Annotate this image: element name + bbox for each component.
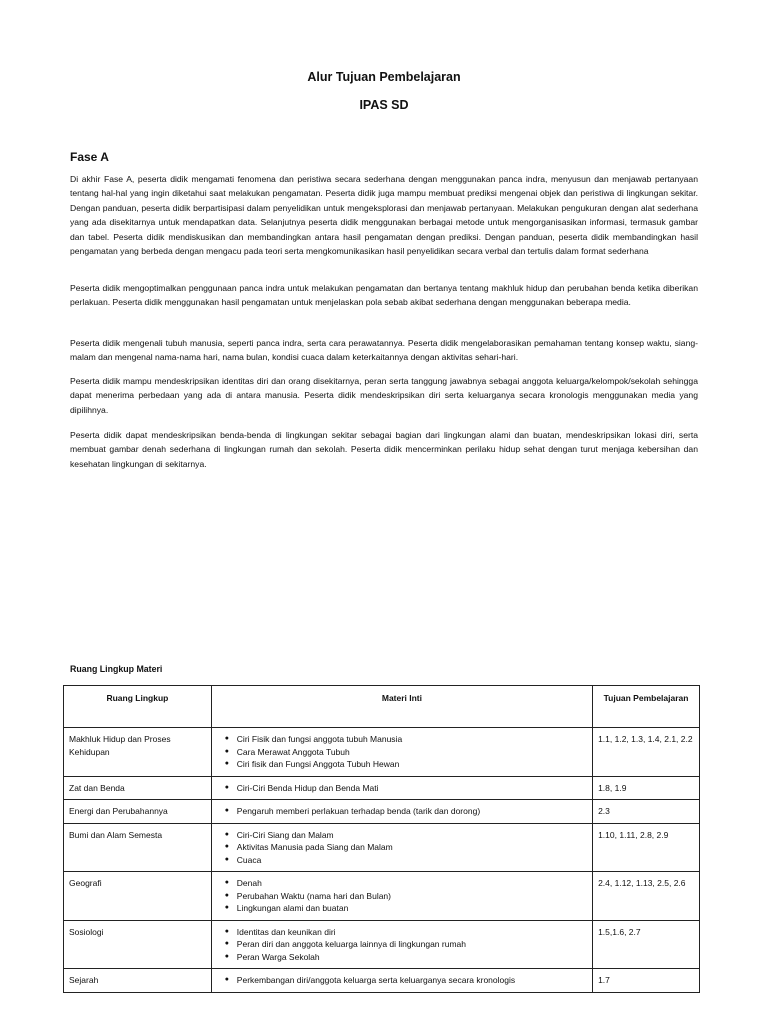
scope-cell: Geografi	[64, 872, 212, 921]
table-header-row	[64, 686, 700, 728]
material-item: ● Denah	[225, 877, 587, 890]
material-item: ● Perubahan Waktu (nama hari dan Bulan)	[225, 890, 587, 903]
column-header-scope: Ruang Lingkup	[64, 686, 212, 728]
table-row	[64, 823, 700, 872]
goals-cell: 1.7	[593, 969, 700, 993]
material-item: ● Pengaruh memberi perlakuan terhadap benda (tarik dan dorong)	[225, 805, 587, 818]
material-list	[217, 733, 587, 771]
material-list	[217, 829, 587, 867]
material-cell	[211, 969, 592, 993]
goals-cell: 1.10, 1.11, 2.8, 2.9	[593, 823, 700, 872]
document-title: Alur Tujuan Pembelajaran	[307, 70, 461, 84]
material-item: ● Peran Warga Sekolah	[225, 951, 587, 964]
goals-cell: 1.5,1.6, 2.7	[593, 920, 700, 969]
material-cell	[211, 872, 592, 921]
material-cell	[211, 823, 592, 872]
material-item: ● Ciri-Ciri Siang dan Malam	[225, 829, 587, 842]
material-list	[217, 877, 587, 915]
phase-heading: Fase A	[70, 150, 109, 164]
table-row	[64, 728, 700, 777]
scope-cell: Makhluk Hidup dan Proses Kehidupan	[64, 728, 212, 777]
scope-cell: Sosiologi	[64, 920, 212, 969]
table-row	[64, 872, 700, 921]
phase-paragraph-2: Peserta didik mengoptimalkan penggunaan panca indra untuk melakukan pengamatan dan bertanya tentang makhluk hidup dan perubahan benda ketika diberikan perlakuan. Peserta didik menggunakan hasil pengamatan untuk menjelaskan pola sebab akibat sederhana dengan menggunakan beberapa media.	[70, 283, 698, 308]
material-cell	[211, 920, 592, 969]
phase-paragraph-1: Di akhir Fase A, peserta didik mengamati fenomena dan peristiwa secara sederhana dengan menggunakan panca indra, menyusun dan menjawab pertanyaan tentang hal-hal yang ingin diketahui saat melakukan pengamatan. Peserta didik juga mampu membuat prediksi mengenai objek dan peristiwa di lingkungan sekitar. Dengan panduan, peserta didik berpartisipasi dalam penyelidikan untuk mengeksplorasi dan menjawab pertanyaan. Melakukan pengukuran dengan alat sederhana yang ada disekitarnya untuk mendapatkan data. Selanjutnya peserta didik menggunakan berbagai metode untuk mengorganisasikan informasi, termasuk gambar dan tabel. Peserta didik mendiskusikan dan membandingkan antara hasil pengamatan dengan prediksi. Dengan panduan, peserta didik membandingkan hasil pengamatan yang berbeda dengan mengacu pada teori serta mengkomunikasikan hasil penyelidikan secara verbal dan tertulis dalam format sederhana	[70, 174, 698, 257]
material-item: ● Lingkungan alami dan buatan	[225, 902, 587, 915]
phase-paragraph-5: Peserta didik dapat mendeskripsikan benda-benda di lingkungan sekitar sebagai bagian dari lingkungan alami dan buatan, mendeskripsikan lokasi diri, serta membuat gambar denah sederhana di lingkungan rumah dan sekolah. Peserta didik mencerminkan perilaku hidup sehat dengan turut menjaga kebersihan dan kesehatan lingkungan di sekitarnya.	[70, 430, 698, 469]
material-item: ● Perkembangan diri/anggota keluarga serta keluarganya secara kronologis	[225, 974, 587, 987]
goals-cell: 2.4, 1.12, 1.13, 2.5, 2.6	[593, 872, 700, 921]
goals-cell: 1.8, 1.9	[593, 776, 700, 800]
material-cell	[211, 800, 592, 824]
goals-cell: 1.1, 1.2, 1.3, 1.4, 2.1, 2.2	[593, 728, 700, 777]
material-item: ● Ciri Fisik dan fungsi anggota tubuh Manusia	[225, 733, 587, 746]
scope-cell: Sejarah	[64, 969, 212, 993]
material-cell	[211, 776, 592, 800]
material-list	[217, 974, 587, 987]
material-cell	[211, 728, 592, 777]
phase-paragraph-4: Peserta didik mampu mendeskripsikan identitas diri dan orang disekitarnya, peran serta tanggung jawabnya sebagai anggota keluarga/kelompok/sekolah sehingga dapat menerima perbedaan yang ada di antara manusia. Peserta didik mendeskripsikan diri serta keluarganya secara kronologis menggunakan media yang dipilihnya.	[70, 376, 698, 415]
scope-heading: Ruang Lingkup Materi	[70, 664, 163, 674]
scope-cell: Zat dan Benda	[64, 776, 212, 800]
material-item: ● Ciri fisik dan Fungsi Anggota Tubuh Hewan	[225, 758, 587, 771]
material-item: ● Cuaca	[225, 854, 587, 867]
phase-paragraph-3: Peserta didik mengenali tubuh manusia, seperti panca indra, serta cara perawatannya. Peserta didik mengelaborasikan pemahaman tentang konsep waktu, siang-malam dan mengenal nama-nama hari, nama bulan, kondisi cuaca dalam keterkaitannya dengan aktivitas sehari-hari.	[70, 338, 698, 363]
scope-cell: Energi dan Perubahannya	[64, 800, 212, 824]
table-row	[64, 800, 700, 824]
scope-cell: Bumi dan Alam Semesta	[64, 823, 212, 872]
material-item: ● Aktivitas Manusia pada Siang dan Malam	[225, 841, 587, 854]
table-row	[64, 969, 700, 993]
material-item: ● Ciri-Ciri Benda Hidup dan Benda Mati	[225, 782, 587, 795]
column-header-goals: Tujuan Pembelajaran	[593, 686, 700, 728]
table-row	[64, 776, 700, 800]
column-header-material: Materi Inti	[211, 686, 592, 728]
material-item: ● Peran diri dan anggota keluarga lainnya di lingkungan rumah	[225, 938, 587, 951]
material-list	[217, 926, 587, 964]
document-subtitle: IPAS SD	[359, 98, 409, 112]
material-item: ● Identitas dan keunikan diri	[225, 926, 587, 939]
material-item: ● Cara Merawat Anggota Tubuh	[225, 746, 587, 759]
material-list	[217, 805, 587, 818]
table-row	[64, 920, 700, 969]
material-list	[217, 782, 587, 795]
scope-table	[63, 685, 700, 993]
goals-cell: 2.3	[593, 800, 700, 824]
